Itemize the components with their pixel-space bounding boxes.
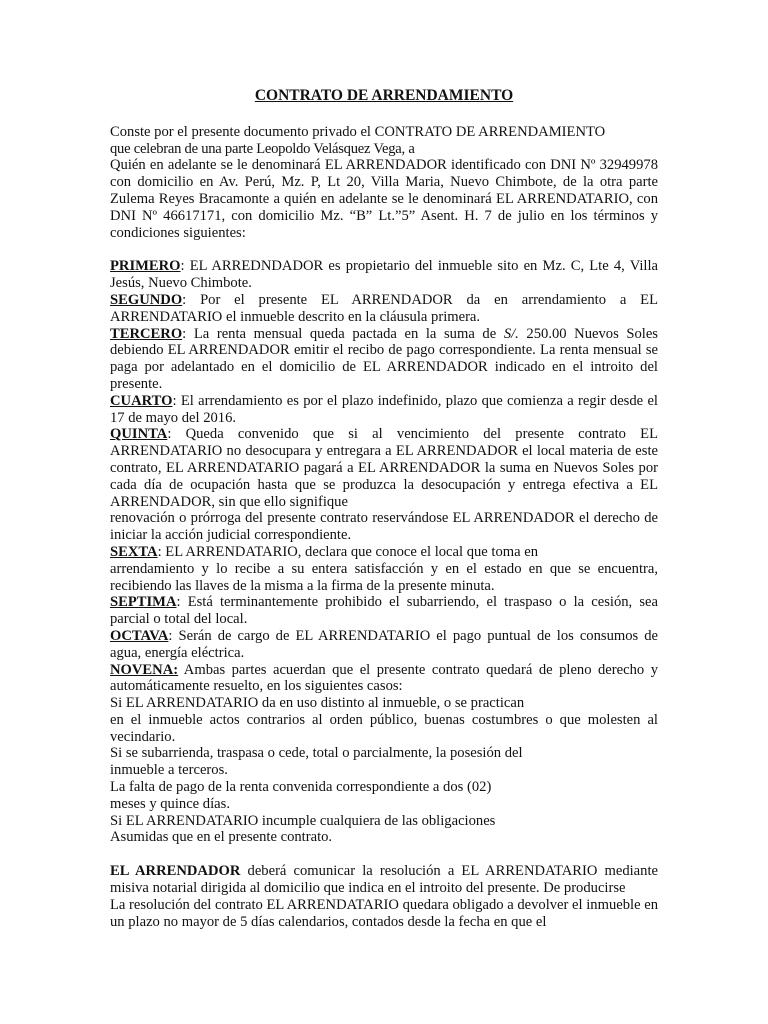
- currency-symbol: S/.: [503, 325, 519, 342]
- clause-sexta-text: : EL ARRENDATARIO, declara que conoce el local que toma en: [157, 543, 539, 560]
- document-title: CONTRATO DE ARRENDAMIENTO: [254, 87, 514, 104]
- paragraph-gap: [110, 846, 658, 863]
- clause-septima-text: : Está terminantemente prohibido el subarriendo, el traspaso o la cesión, sea parcial o total del local.: [110, 594, 658, 628]
- clause-cuarto-text: : El arrendamiento es por el plazo indefinido, plazo que comienza a regir desde el 17 de mayo del 2016.: [110, 392, 658, 426]
- clause-tercero-label: TERCERO: [110, 325, 183, 342]
- clause-novena-text: Ambas partes acuerdan que el presente contrato quedará de pleno derecho y automáticamente resuelto, en los siguientes casos:: [110, 661, 658, 695]
- novena-case-line: Asumidas que en el presente contrato.: [110, 829, 333, 846]
- clause-quinta-text: : Queda convenido que si al vencimiento del presente contrato EL ARRENDATARIO no desocupara y entregara a EL ARRENDADOR el local materia de este contrato, EL ARRENDATARIO pagará a EL ARRENDADOR la suma en Nuevos Soles por cada día de ocupación hasta que se produzca la desocupación y entrega efectiva a EL ARRENDADOR, sin que ello signifique: [110, 426, 658, 510]
- clause-primero-text: : EL ARREDNDADOR es propietario del inmueble sito en Mz. C, Lte 4, Villa Jesús, Nuevo Chimbote.: [110, 258, 658, 292]
- closing-label: EL ARRENDADOR: [110, 863, 241, 880]
- clause-primero-label: PRIMERO: [110, 258, 181, 275]
- clause-segundo-text: : Por el presente EL ARRENDADOR da en arrendamiento a EL ARRENDATARIO el inmueble descrito en la cláusula primera.: [110, 291, 658, 325]
- clause-novena-label: NOVENA:: [110, 661, 179, 678]
- clause-novena: [110, 662, 658, 696]
- novena-case-line: meses y quince días.: [110, 795, 230, 812]
- intro-paragraph: Quién en adelante se le denominará EL ARRENDADOR identificado con DNI Nº 32949978 con domicilio en Av. Perú, Mz. P, Lt 20, Villa Maria, Nuevo Chimbote, de la otra parte Zulema Reyes Bracamonte a quién en adelante se le denominará EL ARRENDATARIO, con DNI Nº 46617171, con domicilio Mz. “B” Lt.”5” Asent. H. 7 de julio en los términos y condiciones siguientes:: [110, 157, 658, 241]
- clause-octava-label: OCTAVA: [110, 627, 169, 644]
- clause-sexta-continuation: arrendamiento y lo recibe a su entera satisfacción y en el estado en que se encuentra, recibiendo las llaves de la misma a la firma de la presente minuta.: [110, 560, 658, 594]
- intro-line-1: Conste por el presente documento privado el CONTRATO DE ARRENDAMIENTO: [110, 123, 606, 140]
- clause-quinta: [110, 426, 658, 510]
- closing-paragraph-2: La resolución del contrato EL ARRENDATARIO quedara obligado a devolver el inmueble en un plazo no mayor de 5 días calendarios, contados desde la fecha en que el: [110, 896, 658, 930]
- clause-segundo-label: SEGUNDO: [110, 291, 183, 308]
- novena-case-line: Si EL ARRENDATARIO da en uso distinto al inmueble, o se practican: [110, 695, 525, 712]
- clause-quinta-continuation: renovación o prórroga del presente contrato reservándose EL ARRENDADOR el derecho de iniciar la acción judicial correspondiente.: [110, 510, 658, 544]
- novena-case-line: inmueble a terceros.: [110, 762, 228, 779]
- paragraph-gap: [110, 241, 658, 258]
- clause-cuarto-label: CUARTO: [110, 392, 173, 409]
- intro-line-2: que celebran de una parte Leopoldo Velásquez Vega, a: [110, 140, 415, 157]
- novena-case-line: en el inmueble actos contrarios al orden público, buenas costumbres o que molesten al vecindario.: [110, 711, 658, 745]
- clause-tercero: [110, 326, 658, 393]
- clause-tercero-text-a: : La renta mensual queda pactada en la suma de: [182, 325, 504, 342]
- closing-text: deberá comunicar la resolución a EL ARRENDATARIO mediante misiva notarial dirigida al domicilio que indica en el introito del presente. De producirse: [110, 863, 658, 897]
- clause-septima-label: SEPTIMA: [110, 594, 177, 611]
- clause-tercero-text-b: 250.00 Nuevos Soles debiendo EL ARRENDADOR emitir el recibo de pago correspondiente. La renta mensual se paga por adelantado en el domicilio de EL ARRENDADOR indicado en el introito del presente.: [110, 325, 658, 392]
- clause-segundo: [110, 292, 658, 326]
- clause-octava: [110, 628, 658, 662]
- clause-septima: [110, 594, 658, 628]
- novena-case-line: La falta de pago de la renta convenida correspondiente a dos (02): [110, 779, 492, 796]
- clause-cuarto: [110, 393, 658, 427]
- clause-quinta-label: QUINTA: [110, 426, 168, 443]
- novena-case-line: Si se subarrienda, traspasa o cede, total o parcialmente, la posesión del: [110, 745, 523, 762]
- clause-primero: [110, 258, 658, 292]
- clause-octava-text: : Serán de cargo de EL ARRENDATARIO el pago puntual de los consumos de agua, energía eléctrica.: [110, 627, 658, 661]
- clause-sexta-label: SEXTA: [110, 543, 158, 560]
- novena-case-line: Si EL ARRENDATARIO incumple cualquiera de las obligaciones: [110, 812, 496, 829]
- closing-paragraph: [110, 863, 658, 897]
- clause-sexta: [110, 544, 658, 561]
